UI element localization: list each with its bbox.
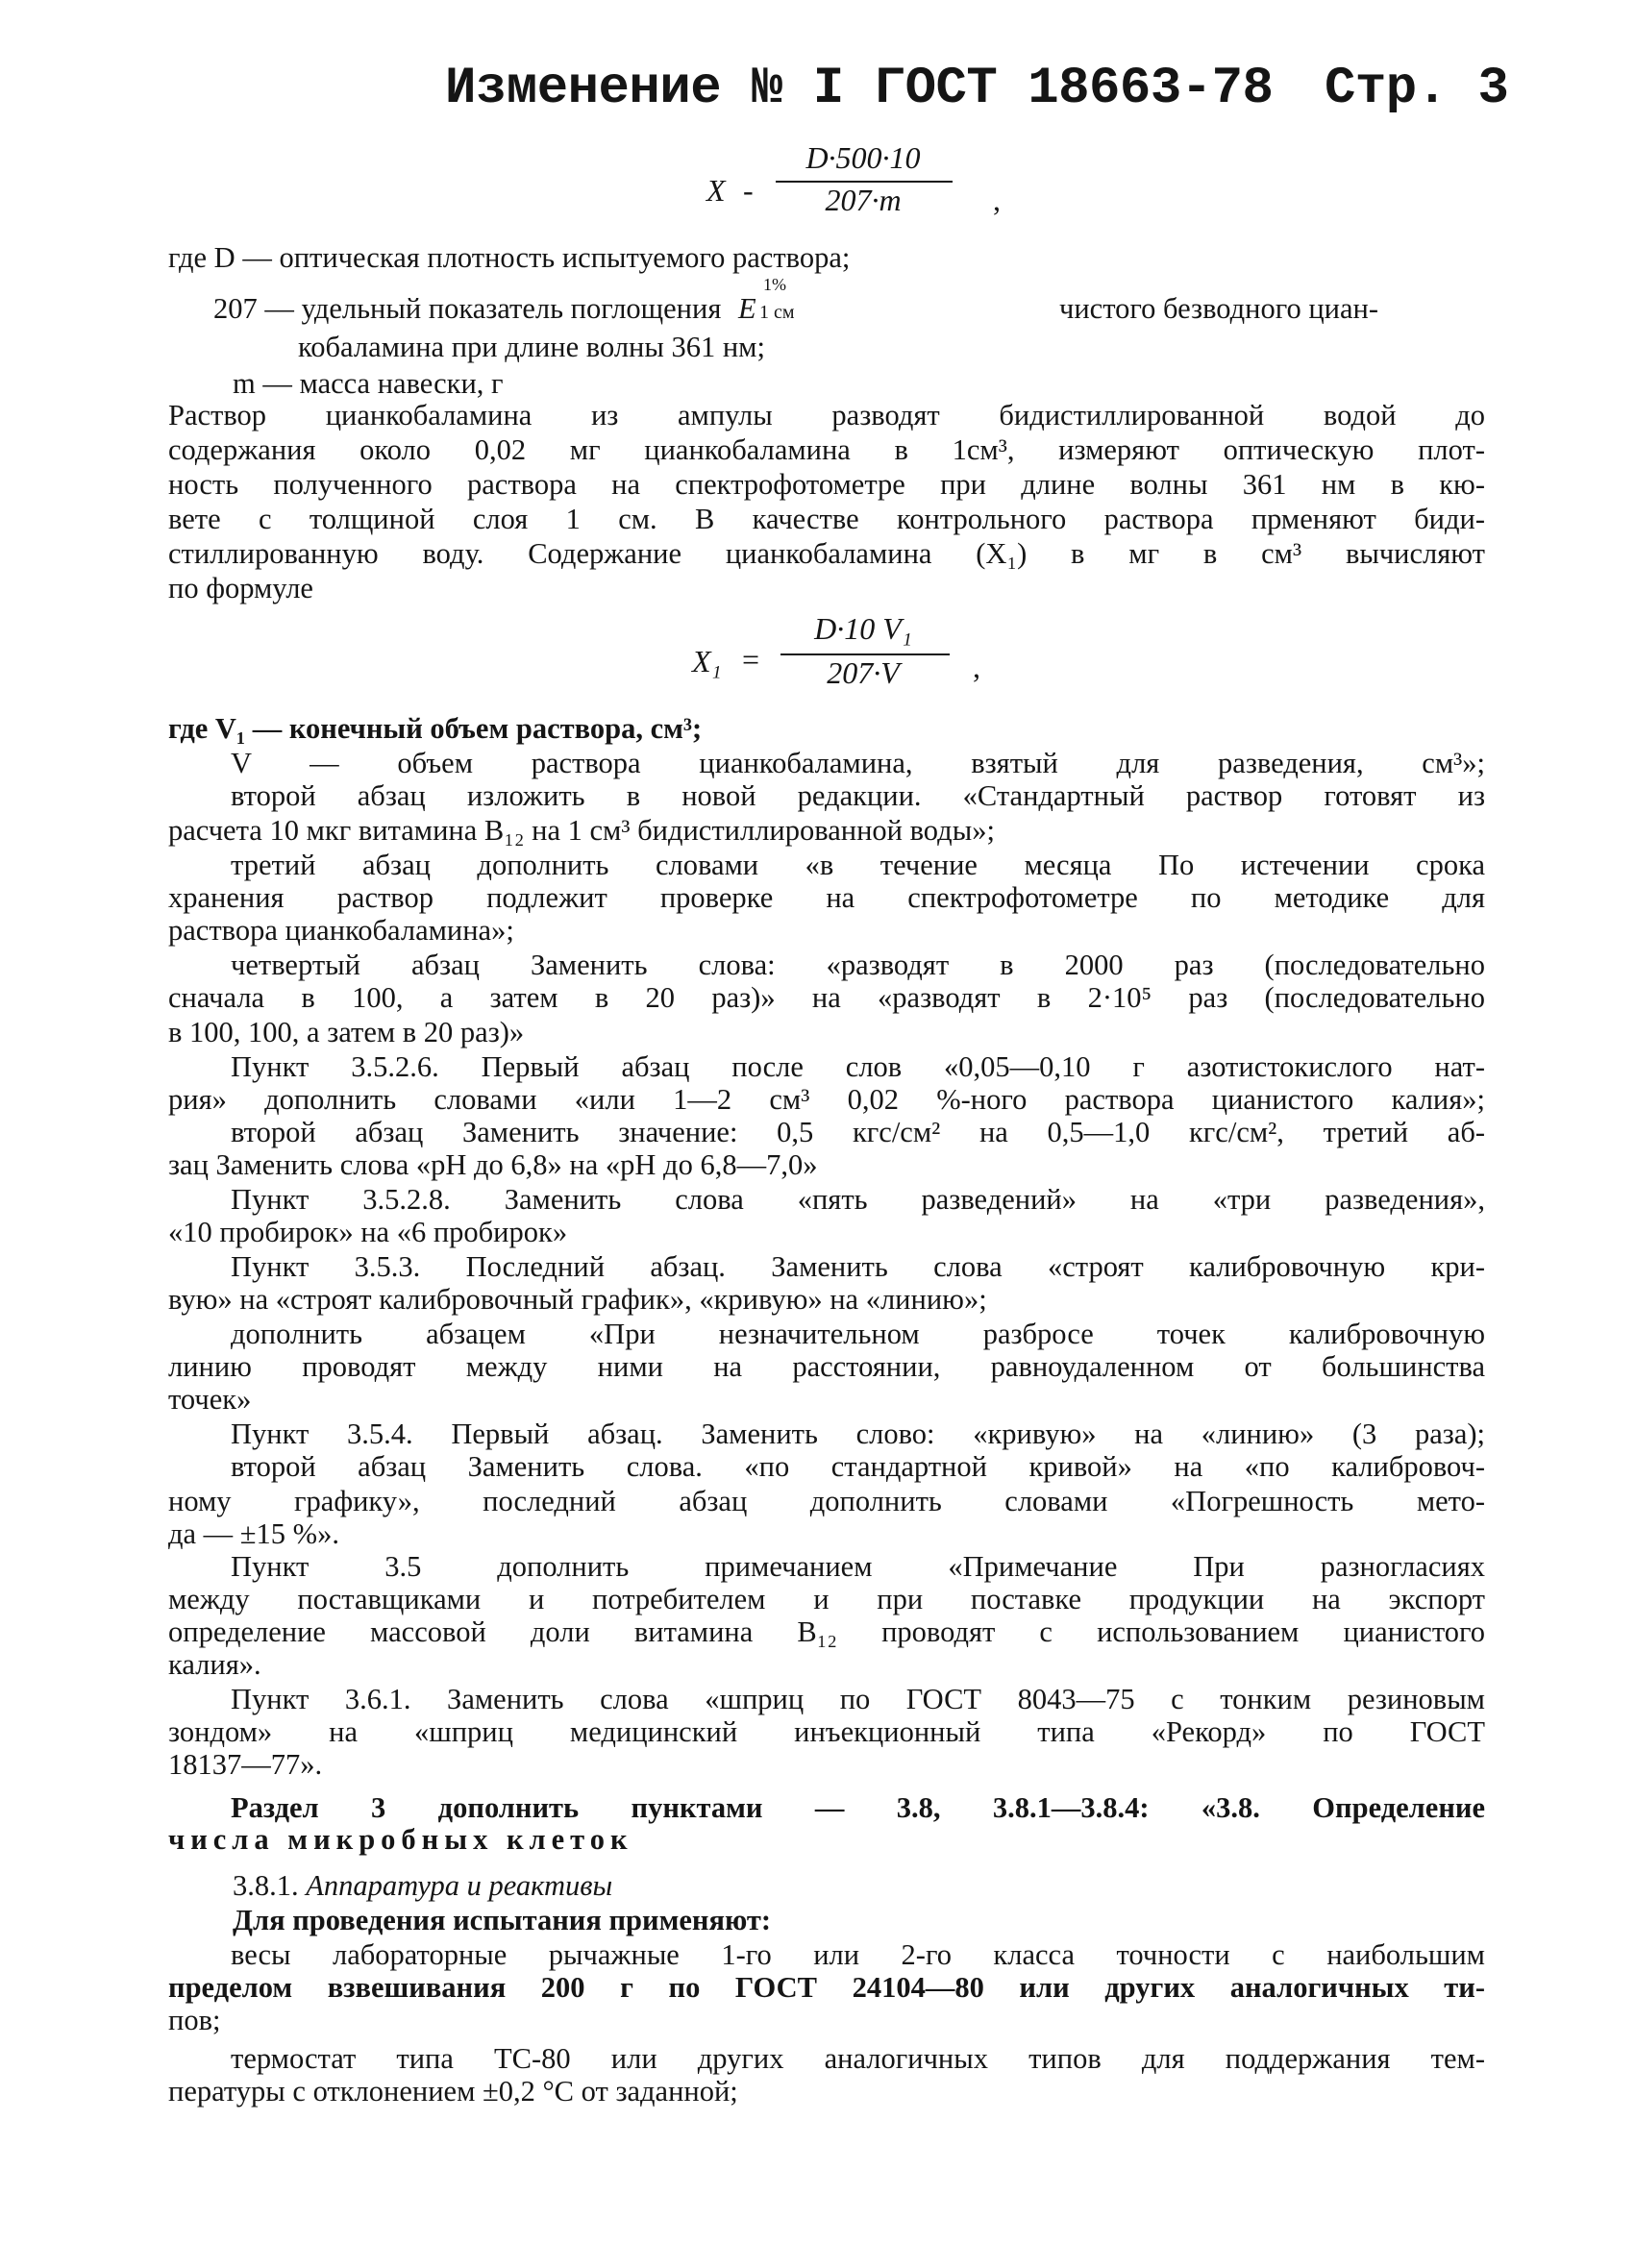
section3-line2: числа микробных клеток <box>168 1823 633 1856</box>
formula-lhs: X₁ <box>692 644 722 678</box>
formula-comma: , <box>973 650 980 684</box>
document-title: Изменение № I ГОСТ 18663-78 <box>445 60 1274 118</box>
amendment-line: между поставщиками и потребителем и при поставке продукции на экспорт <box>168 1583 1485 1615</box>
page-header <box>445 60 1509 118</box>
formula-eq: - <box>743 173 754 208</box>
amendment-line: расчета 10 мкг витамина B₁₂ на 1 см³ бидистиллированной воды»; <box>168 814 995 847</box>
def-207-text: 207 — удельный показатель поглощения <box>213 292 722 325</box>
page-number: Стр. 3 <box>1325 60 1509 118</box>
amendment-line: Пункт 3.5.4. Первый абзац. Заменить слово: «кривую» на «линию» (3 раза); <box>231 1418 1485 1450</box>
formula-eq: = <box>742 642 760 677</box>
amendment-line: Пункт 3.5 дополнить примечанием «Примечание При разногласиях <box>231 1550 1485 1583</box>
equipment-line: термостат типа ТС-80 или других аналогичных типов для поддержания тем- <box>231 2042 1485 2075</box>
equipment-line: весы лабораторные рычажные 1-го или 2-го класса точности с наибольшим <box>231 1938 1485 1971</box>
subsection-intro: Для проведения испытания применяют: <box>233 1904 772 1936</box>
section3-line1: Раздел 3 дополнить пунктами — 3.8, 3.8.1—3.8.4: «3.8. Определение <box>231 1791 1485 1824</box>
def-d: где D — оптическая плотность испытуемого раствора; <box>168 241 851 274</box>
symbol-subscript: 1 см <box>758 302 795 323</box>
formula-numerator: D·10 V₁ <box>814 611 912 646</box>
amendment-line: хранения раствор подлежит проверке на спектрофотометре по методике для <box>168 881 1485 914</box>
equipment-line: пературы с отклонением ±0,2 °С от заданной; <box>168 2075 738 2108</box>
amendment-line: зац Заменить слова «pH до 6,8» на «pH до 6,8—7,0» <box>168 1148 818 1181</box>
amendment-line: дополнить абзацем «При незначительном разбросе точек калибровочную <box>231 1318 1485 1350</box>
amendment-line: калия». <box>168 1648 261 1681</box>
formula-lhs: X <box>706 173 726 208</box>
amendment-line: ному графику», последний абзац дополнить словами «Погрешность мето- <box>168 1485 1485 1517</box>
amendment-line: «10 пробирок» на «6 пробирок» <box>168 1216 568 1248</box>
amendment-line: вую» на «строят калибровочный график», «кривую» на «линию»; <box>168 1283 987 1316</box>
amendment-line: Пункт 3.5.2.8. Заменить слова «пять разведений» на «три разведения», <box>231 1183 1485 1216</box>
para1-line: вете с толщиной слоя 1 см. В качестве контрольного раствора прменяют биди- <box>168 503 1485 535</box>
equipment-line: пов; <box>168 2004 221 2036</box>
formula-numerator: D·500·10 <box>805 140 921 175</box>
amendment-line: четвертый абзац Заменить слова: «разводят в 2000 раз (последовательно <box>231 949 1485 981</box>
para1-line: стиллированную воду. Содержание цианкобаламина (X₁) в мг в см³ вычисляют <box>168 537 1485 570</box>
symbol-e: E <box>737 292 756 325</box>
amendment-line: линию проводят между ними на расстоянии, равноудаленном от большинства <box>168 1350 1485 1383</box>
equipment-line: пределом взвешивания 200 г по ГОСТ 24104—80 или других аналогичных ти- <box>168 1971 1485 2004</box>
amendment-line: Пункт 3.6.1. Заменить слова «шприц по ГОСТ 8043—75 с тонким резиновым <box>231 1683 1485 1715</box>
subsection-heading <box>233 1869 612 1903</box>
amendment-line: Пункт 3.5.2.6. Первый абзац после слов «0,05—0,10 г азотистокислого нат- <box>231 1050 1485 1083</box>
amendment-line: определение массовой доли витамина B₁₂ проводят с использованием цианистого <box>168 1615 1485 1648</box>
def-207-cont: чистого безводного циан- <box>1059 292 1379 325</box>
amendment-line: рия» дополнить словами «или 1—2 см³ 0,02 %-ного раствора цианистого калия»; <box>168 1083 1485 1116</box>
def-v1: где V₁ — конечный объем раствора, см³; <box>168 712 703 745</box>
formula-comma: , <box>993 183 1001 217</box>
amendment-line: третий абзац дополнить словами «в течение месяца По истечении срока <box>231 849 1485 881</box>
para1-line: Раствор цианкобаламина из ампулы разводят бидистиллированной водой до <box>168 399 1485 431</box>
amendment-line: в 100, 100, а затем в 20 раз)» <box>168 1016 525 1048</box>
subsection-title: Аппаратура и реактивы <box>306 1869 613 1902</box>
def-v: V — объем раствора цианкобаламина, взятый для разведения, см³»; <box>231 747 1485 779</box>
para1-line: по формуле <box>168 572 313 604</box>
amendment-line: раствора цианкобаламина»; <box>168 914 514 947</box>
amendment-line: зондом» на «шприц медицинский инъекционный типа «Рекорд» по ГОСТ <box>168 1715 1485 1748</box>
amendment-line: второй абзац изложить в новой редакции. «Стандартный раствор готовят из <box>231 779 1485 812</box>
formula-denominator: 207·V <box>827 655 900 690</box>
def-m: m — масса навески, г <box>233 367 504 400</box>
amendment-line: сначала в 100, а затем в 20 раз)» на «разводят в 2·10⁵ раз (последовательно <box>168 981 1485 1014</box>
amendment-line: второй абзац Заменить значение: 0,5 кгс/см² на 0,5—1,0 кгс/см², третий аб- <box>231 1116 1485 1148</box>
amendment-line: да — ±15 %». <box>168 1517 339 1550</box>
def-207 <box>213 275 807 326</box>
amendment-line: 18137—77». <box>168 1748 323 1781</box>
amendment-line: Пункт 3.5.3. Последний абзац. Заменить слова «строят калибровочную кри- <box>231 1250 1485 1283</box>
def-207-line2: кобаламина при длине волны 361 нм; <box>298 331 765 363</box>
para1-line: ность полученного раствора на спектрофотометре при длине волны 361 нм в кю- <box>168 468 1485 501</box>
absorption-symbol <box>729 275 807 326</box>
formula-denominator: 207·m <box>825 183 902 217</box>
symbol-superscript: 1% <box>762 275 786 294</box>
amendment-line: второй абзац Заменить слова. «по стандартной кривой» на «по калибровоч- <box>231 1450 1485 1483</box>
amendment-line: точек» <box>168 1383 252 1416</box>
subsection-number: 3.8.1. <box>233 1869 299 1902</box>
para1-line: содержания около 0,02 мг цианкобаламина в 1см³, измеряют оптическую плот- <box>168 433 1485 466</box>
